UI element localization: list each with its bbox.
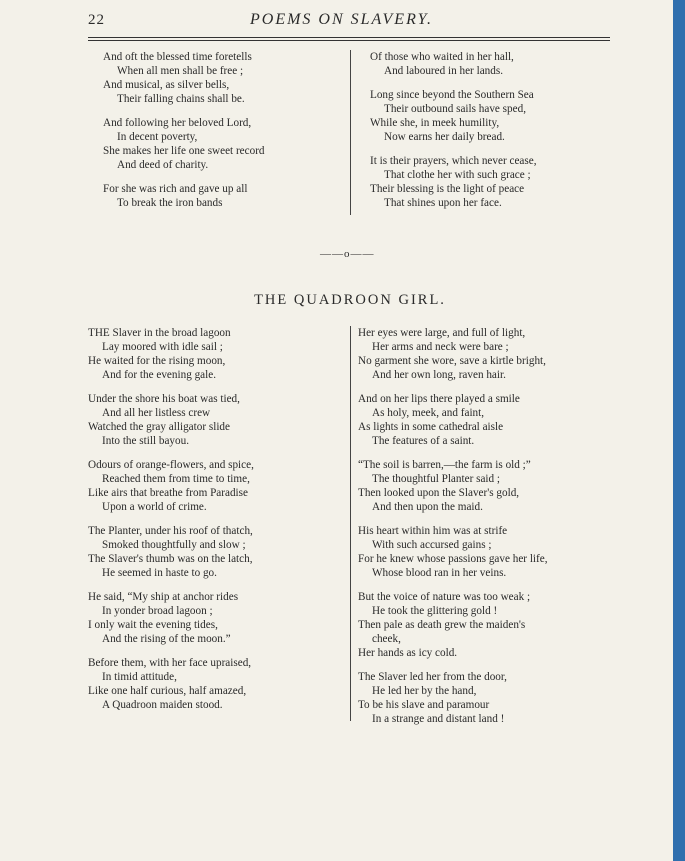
verse-line: But the voice of nature was too weak ; [358, 591, 531, 603]
verse-line: Her arms and neck were bare ; [372, 341, 509, 353]
verse-line: The features of a saint. [372, 435, 475, 447]
stanza [370, 88, 537, 144]
verse-line: And musical, as silver bells, [103, 79, 230, 91]
verse-line: Watched the gray alligator slide [88, 421, 230, 433]
stanza [88, 524, 254, 580]
stanza [88, 458, 254, 514]
stanza [370, 50, 537, 78]
verse-line: A Quadroon maiden stood. [102, 699, 223, 711]
verse-line: And laboured in her lands. [384, 65, 503, 77]
verse-line: Under the shore his boat was tied, [88, 393, 240, 405]
stanza [88, 590, 254, 646]
verse-line: That clothe her with such grace ; [384, 169, 531, 181]
section-separator: ——o—— [320, 248, 375, 260]
verse-line: His heart within him was at strife [358, 525, 508, 537]
stanza [88, 656, 254, 712]
stanza [103, 182, 265, 210]
verse-line: With such accursed gains ; [372, 539, 492, 551]
stanza [358, 458, 548, 514]
verse-line: The Slaver led her from the door, [358, 671, 507, 683]
verse-line: He waited for the rising moon, [88, 355, 226, 367]
verse-line: And all her listless crew [102, 407, 211, 419]
verse-line: cheek, [372, 633, 401, 645]
page-edge [673, 0, 685, 861]
verse-line: No garment she wore, save a kirtle bright, [358, 355, 546, 367]
header-rule-bottom [88, 40, 610, 41]
verse-line: Reached them from time to time, [102, 473, 250, 485]
verse-line: Smoked thoughtfully and slow ; [102, 539, 246, 551]
stanza [370, 154, 537, 210]
verse-line: It is their prayers, which never cease, [370, 155, 537, 167]
stanza [88, 392, 254, 448]
verse-line: Of those who waited in her hall, [370, 51, 514, 63]
verse-line: To be his slave and paramour [358, 699, 490, 711]
verse-line: And her own long, raven hair. [372, 369, 506, 381]
verse-line: Into the still bayou. [102, 435, 190, 447]
verse-line: The Slaver's thumb was on the latch, [88, 553, 253, 565]
verse-line: Their falling chains shall be. [117, 93, 245, 105]
verse-line: As lights in some cathedral aisle [358, 421, 504, 433]
verse-line: Their blessing is the light of peace [370, 183, 525, 195]
verse-line: Her eyes were large, and full of light, [358, 327, 526, 339]
verse-line: Lay moored with idle sail ; [102, 341, 223, 353]
verse-line: And on her lips there played a smile [358, 393, 520, 405]
verse-line: And deed of charity. [117, 159, 209, 171]
verse-line: And then upon the maid. [372, 501, 483, 513]
stanza [103, 116, 265, 172]
poem-right-column [358, 326, 548, 736]
verse-line: In yonder broad lagoon ; [102, 605, 213, 617]
verse-line: He led her by the hand, [372, 685, 477, 697]
verse-line: “The soil is barren,—the farm is old ;” [358, 459, 531, 471]
running-title: POEMS ON SLAVERY. [250, 11, 433, 28]
stanza [358, 524, 548, 580]
verse-line: Long since beyond the Southern Sea [370, 89, 534, 101]
poem-title: THE QUADROON GIRL. [254, 292, 446, 308]
verse-line: He took the glittering gold ! [372, 605, 498, 617]
verse-line: And following her beloved Lord, [103, 117, 252, 129]
verse-line: That shines upon her face. [384, 197, 502, 209]
verse-line: And oft the blessed time foretells [103, 51, 252, 63]
verse-line: The thoughtful Planter said ; [372, 473, 501, 485]
page-number: 22 [88, 12, 105, 28]
stanza [358, 326, 548, 382]
stanza [358, 590, 548, 660]
verse-line: She makes her life one sweet record [103, 145, 265, 157]
poem-column-divider [350, 326, 351, 721]
poem-left-column [88, 326, 254, 722]
top-right-column [370, 50, 537, 220]
header-rule-top [88, 37, 610, 38]
verse-line: Like airs that breathe from Paradise [88, 487, 248, 499]
verse-line: Before them, with her face upraised, [88, 657, 252, 669]
verse-line: And the rising of the moon.” [102, 633, 231, 645]
verse-line: For she was rich and gave up all [103, 183, 248, 195]
verse-line: Odours of orange-flowers, and spice, [88, 459, 254, 471]
stanza [88, 326, 254, 382]
stanza [358, 670, 548, 726]
top-left-column [103, 50, 265, 220]
verse-line: He seemed in haste to go. [102, 567, 217, 579]
verse-line: Like one half curious, half amazed, [88, 685, 247, 697]
verse-line: Their outbound sails have sped, [384, 103, 526, 115]
verse-line: In a strange and distant land ! [372, 713, 505, 725]
verse-line: As holy, meek, and faint, [372, 407, 485, 419]
verse-line: He said, “My ship at anchor rides [88, 591, 239, 603]
verse-line: Her hands as icy cold. [358, 647, 458, 659]
verse-line: Now earns her daily bread. [384, 131, 505, 143]
verse-line: In timid attitude, [102, 671, 177, 683]
stanza [103, 50, 265, 106]
verse-line: I only wait the evening tides, [88, 619, 218, 631]
verse-line: The Planter, under his roof of thatch, [88, 525, 253, 537]
verse-line: While she, in meek humility, [370, 117, 500, 129]
verse-line: In decent poverty, [117, 131, 198, 143]
verse-line: THE Slaver in the broad lagoon [88, 327, 231, 339]
verse-line: Whose blood ran in her veins. [372, 567, 507, 579]
verse-line: For he knew whose passions gave her life, [358, 553, 548, 565]
stanza [358, 392, 548, 448]
verse-line: To break the iron bands [117, 197, 223, 209]
verse-line: Then pale as death grew the maiden's [358, 619, 526, 631]
verse-line: Then looked upon the Slaver's gold, [358, 487, 520, 499]
verse-line: When all men shall be free ; [117, 65, 244, 77]
top-column-divider [350, 50, 351, 215]
verse-line: Upon a world of crime. [102, 501, 207, 513]
verse-line: And for the evening gale. [102, 369, 217, 381]
